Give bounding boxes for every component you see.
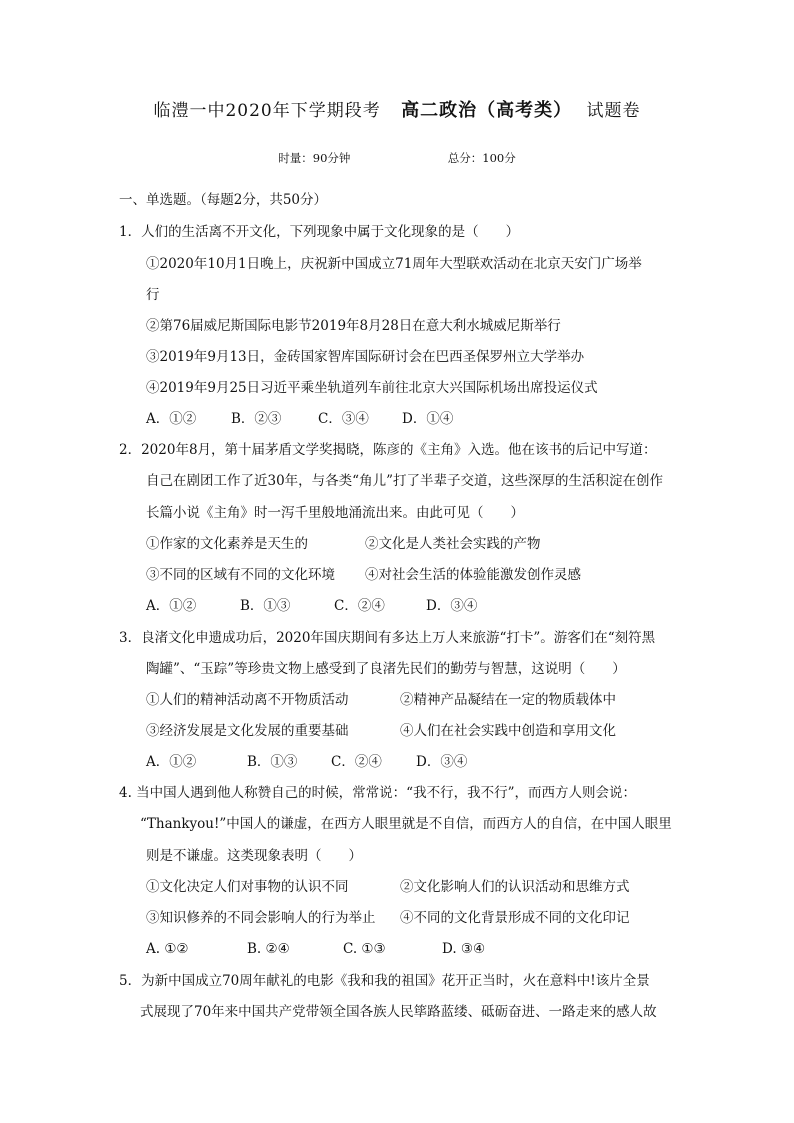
q2-item-3: ③不同的区域有不同的文化环境 <box>146 567 335 583</box>
q3-option-c[interactable]: C．②④ <box>331 754 382 770</box>
q3-item-2: ②精神产品凝结在一定的物质载体中 <box>400 692 616 708</box>
q4-item-1: ①文化决定人们对事物的认识不同 <box>146 879 349 895</box>
q2-options <box>146 597 477 615</box>
q4-option-b[interactable]: B. ②④ <box>247 941 290 957</box>
q4-options <box>146 940 485 958</box>
q2-item-2: ②文化是人类社会实践的产物 <box>365 536 541 552</box>
q5-stem-line-2: 式展现了70年来中国共产党带领全国各族人民筚路蓝缕、砥砺奋进、一路走来的感人故 <box>140 1004 657 1020</box>
q1-options <box>146 410 453 428</box>
q1-item-2: ②第76届威尼斯国际电影节2019年8月28日在意大利水城威尼斯举行 <box>146 318 561 334</box>
q3-item-3: ③经济发展是文化发展的重要基础 <box>146 723 349 739</box>
q1-option-a[interactable]: A．①② <box>146 411 197 427</box>
exam-meta <box>0 150 794 166</box>
exam-total: 总分：100分 <box>447 151 516 165</box>
q4-item-3: ③知识修养的不同会影响人的行为举止 <box>146 910 376 926</box>
q4-option-a[interactable]: A. ①② <box>146 941 189 957</box>
q1-option-c[interactable]: C．③④ <box>318 411 369 427</box>
section-heading: 一、单选题。（每题2分，共50分） <box>119 192 328 208</box>
q1-option-d[interactable]: D．①④ <box>402 411 454 427</box>
q1-item-1-cont: 行 <box>146 287 160 303</box>
q3-options <box>146 753 467 771</box>
q1-stem: 1．人们的生活离不开文化，下列现象中属于文化现象的是（ ） <box>119 224 520 240</box>
q3-option-d[interactable]: D．③④ <box>416 754 468 770</box>
q2-stem-line-2: 自己在剧团工作了近30年，与各类“角儿”打了半辈子交道，这些深厚的生活积淀在创作 <box>146 473 663 489</box>
q4-item-2: ②文化影响人们的认识活动和思维方式 <box>400 879 630 895</box>
q2-item-1: ①作家的文化素养是天生的 <box>146 536 308 552</box>
q2-option-b[interactable]: B．①③ <box>240 598 291 614</box>
q3-option-b[interactable]: B．①③ <box>247 754 298 770</box>
q2-stem-line-3: 长篇小说《主角》时一泻千里般地涌流出来。由此可见（ ） <box>146 505 524 521</box>
q2-option-d[interactable]: D．③④ <box>426 598 478 614</box>
exam-title <box>0 96 794 122</box>
q1-item-1: ①2020年10月1日晚上，庆祝新中国成立71周年大型联欢活动在北京天安门广场举 <box>146 256 642 272</box>
q2-stem: 2．2020年8月，第十届茅盾文学奖揭晓，陈彦的《主角》入选。他在该书的后记中写道： <box>119 442 657 458</box>
q2-option-a[interactable]: A．①② <box>146 598 197 614</box>
q3-item-4: ④人们在社会实践中创造和享用文化 <box>400 723 616 739</box>
q3-option-a[interactable]: A．①② <box>146 754 197 770</box>
exam-time: 时量：90分钟 <box>278 151 351 165</box>
q3-item-1: ①人们的精神活动离不开物质活动 <box>146 692 349 708</box>
q4-item-4: ④不同的文化背景形成不同的文化印记 <box>400 910 630 926</box>
title-suffix: 试题卷 <box>586 101 641 121</box>
q2-option-c[interactable]: C．②④ <box>334 598 385 614</box>
title-subject: 高二政治（高考类） <box>401 100 573 121</box>
q4-stem-line-3: 则是不谦虚。这类现象表明（ ） <box>146 848 362 864</box>
q5-stem: 5．为新中国成立70周年献礼的电影《我和我的祖国》花开正当时，火在意料中!该片全景 <box>119 973 650 989</box>
q4-stem-line-2: “Thankyou!”中国人的谦虚，在西方人眼里就是不自信，而西方人的自信，在中国人眼里 <box>140 816 672 832</box>
q4-option-c[interactable]: C. ①③ <box>343 941 386 957</box>
title-school: 临澧一中2020年下学期段考 <box>153 101 381 121</box>
q4-option-d[interactable]: D. ③④ <box>442 941 486 957</box>
q1-item-4: ④2019年9月25日习近平乘坐轨道列车前往北京大兴国际机场出席投运仪式 <box>146 380 598 396</box>
q2-item-4: ④对社会生活的体验能激发创作灵感 <box>365 567 581 583</box>
q3-stem-line-2: 陶罐”、“玉踪”等珍贵文物上感受到了良渚先民们的勤劳与智慧，这说明（ ） <box>146 661 626 677</box>
q3-stem: 3．良渚文化申遗成功后，2020年国庆期间有多达上万人来旅游“打卡”。游客们在“刻符黑 <box>119 630 656 646</box>
q4-stem: 4. 当中国人遇到他人称赞自己的时候，常常说：“我不行，我不行”，而西方人则会说： <box>119 785 636 801</box>
q1-option-b[interactable]: B．②③ <box>231 411 282 427</box>
q1-item-3: ③2019年9月13日，金砖国家智库国际研讨会在巴西圣保罗州立大学举办 <box>146 349 585 365</box>
